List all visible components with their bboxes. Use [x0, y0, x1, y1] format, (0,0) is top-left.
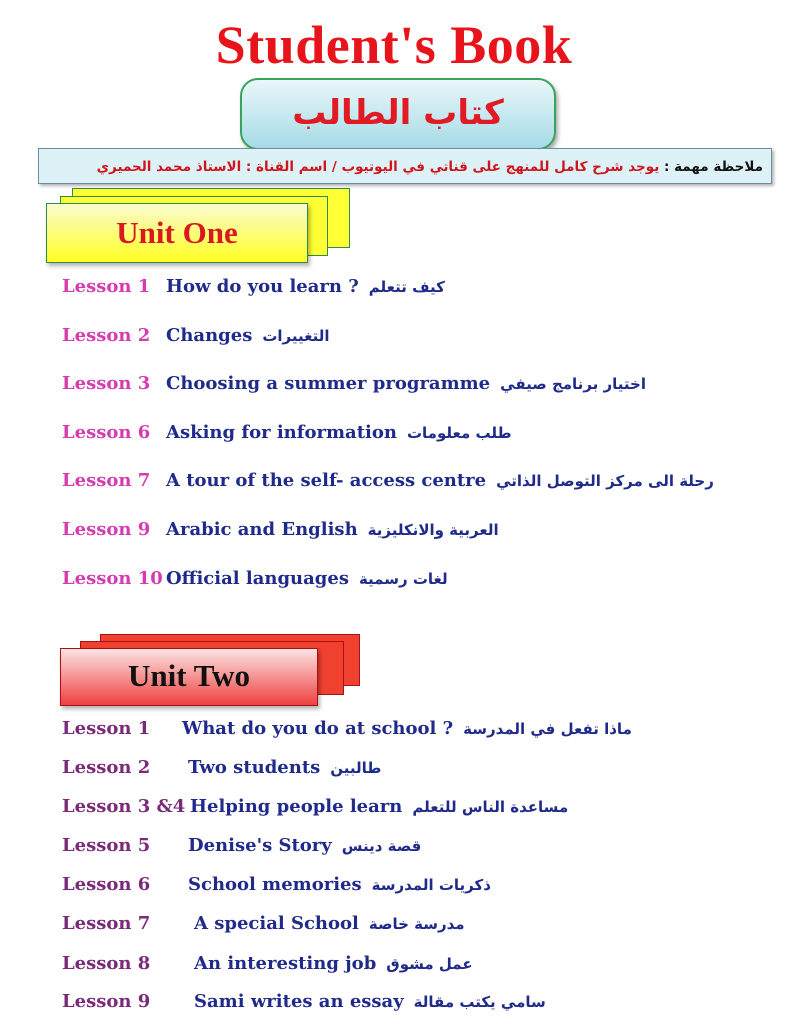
lesson-title: [194, 913, 465, 934]
lesson-title-en: An interesting job: [194, 953, 377, 974]
lesson-number: Lesson 9: [62, 991, 151, 1012]
lesson-title: [166, 470, 714, 491]
lesson-number: Lesson 2: [62, 757, 151, 778]
lesson-number: Lesson 5: [62, 835, 151, 856]
lesson-row: [0, 874, 788, 900]
lesson-title-en: Denise's Story: [188, 835, 332, 856]
lesson-title-ar: مدرسة خاصة: [368, 915, 465, 933]
lesson-number: Lesson 6: [62, 874, 151, 895]
lesson-title: [166, 325, 330, 346]
lesson-title-ar: سامي يكتب مقالة: [413, 993, 546, 1011]
lesson-title: [182, 718, 632, 739]
note-banner: [38, 148, 772, 184]
lesson-title-ar: رحلة الى مركز التوصل الذاتي: [496, 472, 714, 490]
lesson-number: Lesson 8: [62, 953, 151, 974]
lesson-row: [0, 325, 788, 351]
lesson-title-en: Official languages: [166, 568, 349, 589]
lesson-row: [0, 422, 788, 448]
lesson-title: [166, 373, 646, 394]
lesson-title-en: What do you do at school ?: [182, 718, 454, 739]
lesson-number: Lesson 3: [62, 373, 151, 394]
lesson-title-en: A special School: [194, 913, 359, 934]
lesson-title: [166, 519, 499, 540]
lesson-title-en: Helping people learn: [190, 796, 403, 817]
lesson-row: [0, 757, 788, 783]
arabic-title-box: [240, 78, 556, 150]
lesson-row: [0, 519, 788, 545]
lesson-title: [166, 276, 445, 297]
lesson-row: [0, 953, 788, 979]
lesson-number: Lesson 7: [62, 913, 151, 934]
lesson-row: [0, 718, 788, 744]
lesson-row: [0, 373, 788, 399]
lesson-title-ar: التغييرات: [262, 327, 330, 345]
lesson-title-en: Choosing a summer programme: [166, 373, 491, 394]
lesson-number: Lesson 1: [62, 718, 151, 739]
lesson-title: [188, 757, 381, 778]
lesson-title-ar: كيف تتعلم: [368, 278, 445, 296]
lesson-number: Lesson 1: [62, 276, 151, 297]
lesson-title: [166, 422, 512, 443]
lesson-row: [0, 991, 788, 1017]
unit-two-banner: [60, 648, 318, 706]
lesson-title-ar: قصة دينس: [341, 837, 422, 855]
lesson-title-ar: طالبين: [330, 759, 382, 777]
lesson-title-en: Arabic and English: [166, 519, 358, 540]
lesson-title-en: Sami writes an essay: [194, 991, 404, 1012]
lesson-title: [188, 874, 491, 895]
lesson-number: Lesson 7: [62, 470, 151, 491]
lesson-number: Lesson 10: [62, 568, 163, 589]
lesson-title: [188, 835, 421, 856]
lesson-row: [0, 470, 788, 496]
unit-one-title: Unit One: [116, 215, 238, 250]
lesson-row: [0, 913, 788, 939]
lesson-title-ar: طلب معلومات: [406, 424, 512, 442]
lesson-title-ar: العربية والانكليزية: [367, 521, 499, 539]
lesson-row: [0, 796, 788, 822]
lesson-number: Lesson 9: [62, 519, 151, 540]
page-title: Student's Book: [215, 15, 573, 75]
lesson-title-ar: ماذا تفعل في المدرسة: [463, 720, 632, 738]
lesson-title-ar: عمل مشوق: [386, 955, 473, 973]
lesson-title: [194, 953, 473, 974]
lesson-row: [0, 835, 788, 861]
lesson-number: Lesson 3 &4: [62, 796, 186, 817]
lesson-number: Lesson 6: [62, 422, 151, 443]
lesson-row: [0, 276, 788, 302]
lesson-number: Lesson 2: [62, 325, 151, 346]
lesson-title-en: Two students: [188, 757, 321, 778]
note-text: يوجد شرح كامل للمنهج على قناتي في اليوتيوب / اسم القناة : الاستاذ محمد الحميري: [96, 159, 660, 175]
lesson-title: [166, 568, 448, 589]
lesson-title-en: Asking for information: [166, 422, 397, 443]
lesson-title: [190, 796, 568, 817]
lesson-title-ar: ذكريات المدرسة: [371, 876, 491, 894]
note-label: ملاحظة مهمة :: [664, 159, 763, 175]
lesson-title: [194, 991, 546, 1012]
lesson-title-ar: مساعدة الناس للتعلم: [412, 798, 569, 816]
unit-two-title: Unit Two: [127, 658, 251, 693]
unit-one-banner: [46, 203, 308, 263]
lesson-title-en: Changes: [166, 325, 253, 346]
lesson-row: [0, 568, 788, 594]
lesson-title-en: A tour of the self- access centre: [166, 470, 487, 491]
arabic-title: كتاب الطالب: [292, 93, 504, 133]
lesson-title-ar: لغات رسمية: [358, 570, 448, 588]
lesson-title-en: How do you learn ?: [166, 276, 359, 297]
lesson-title-ar: اختيار برنامج صيفي: [500, 375, 646, 393]
lesson-title-en: School memories: [188, 874, 362, 895]
